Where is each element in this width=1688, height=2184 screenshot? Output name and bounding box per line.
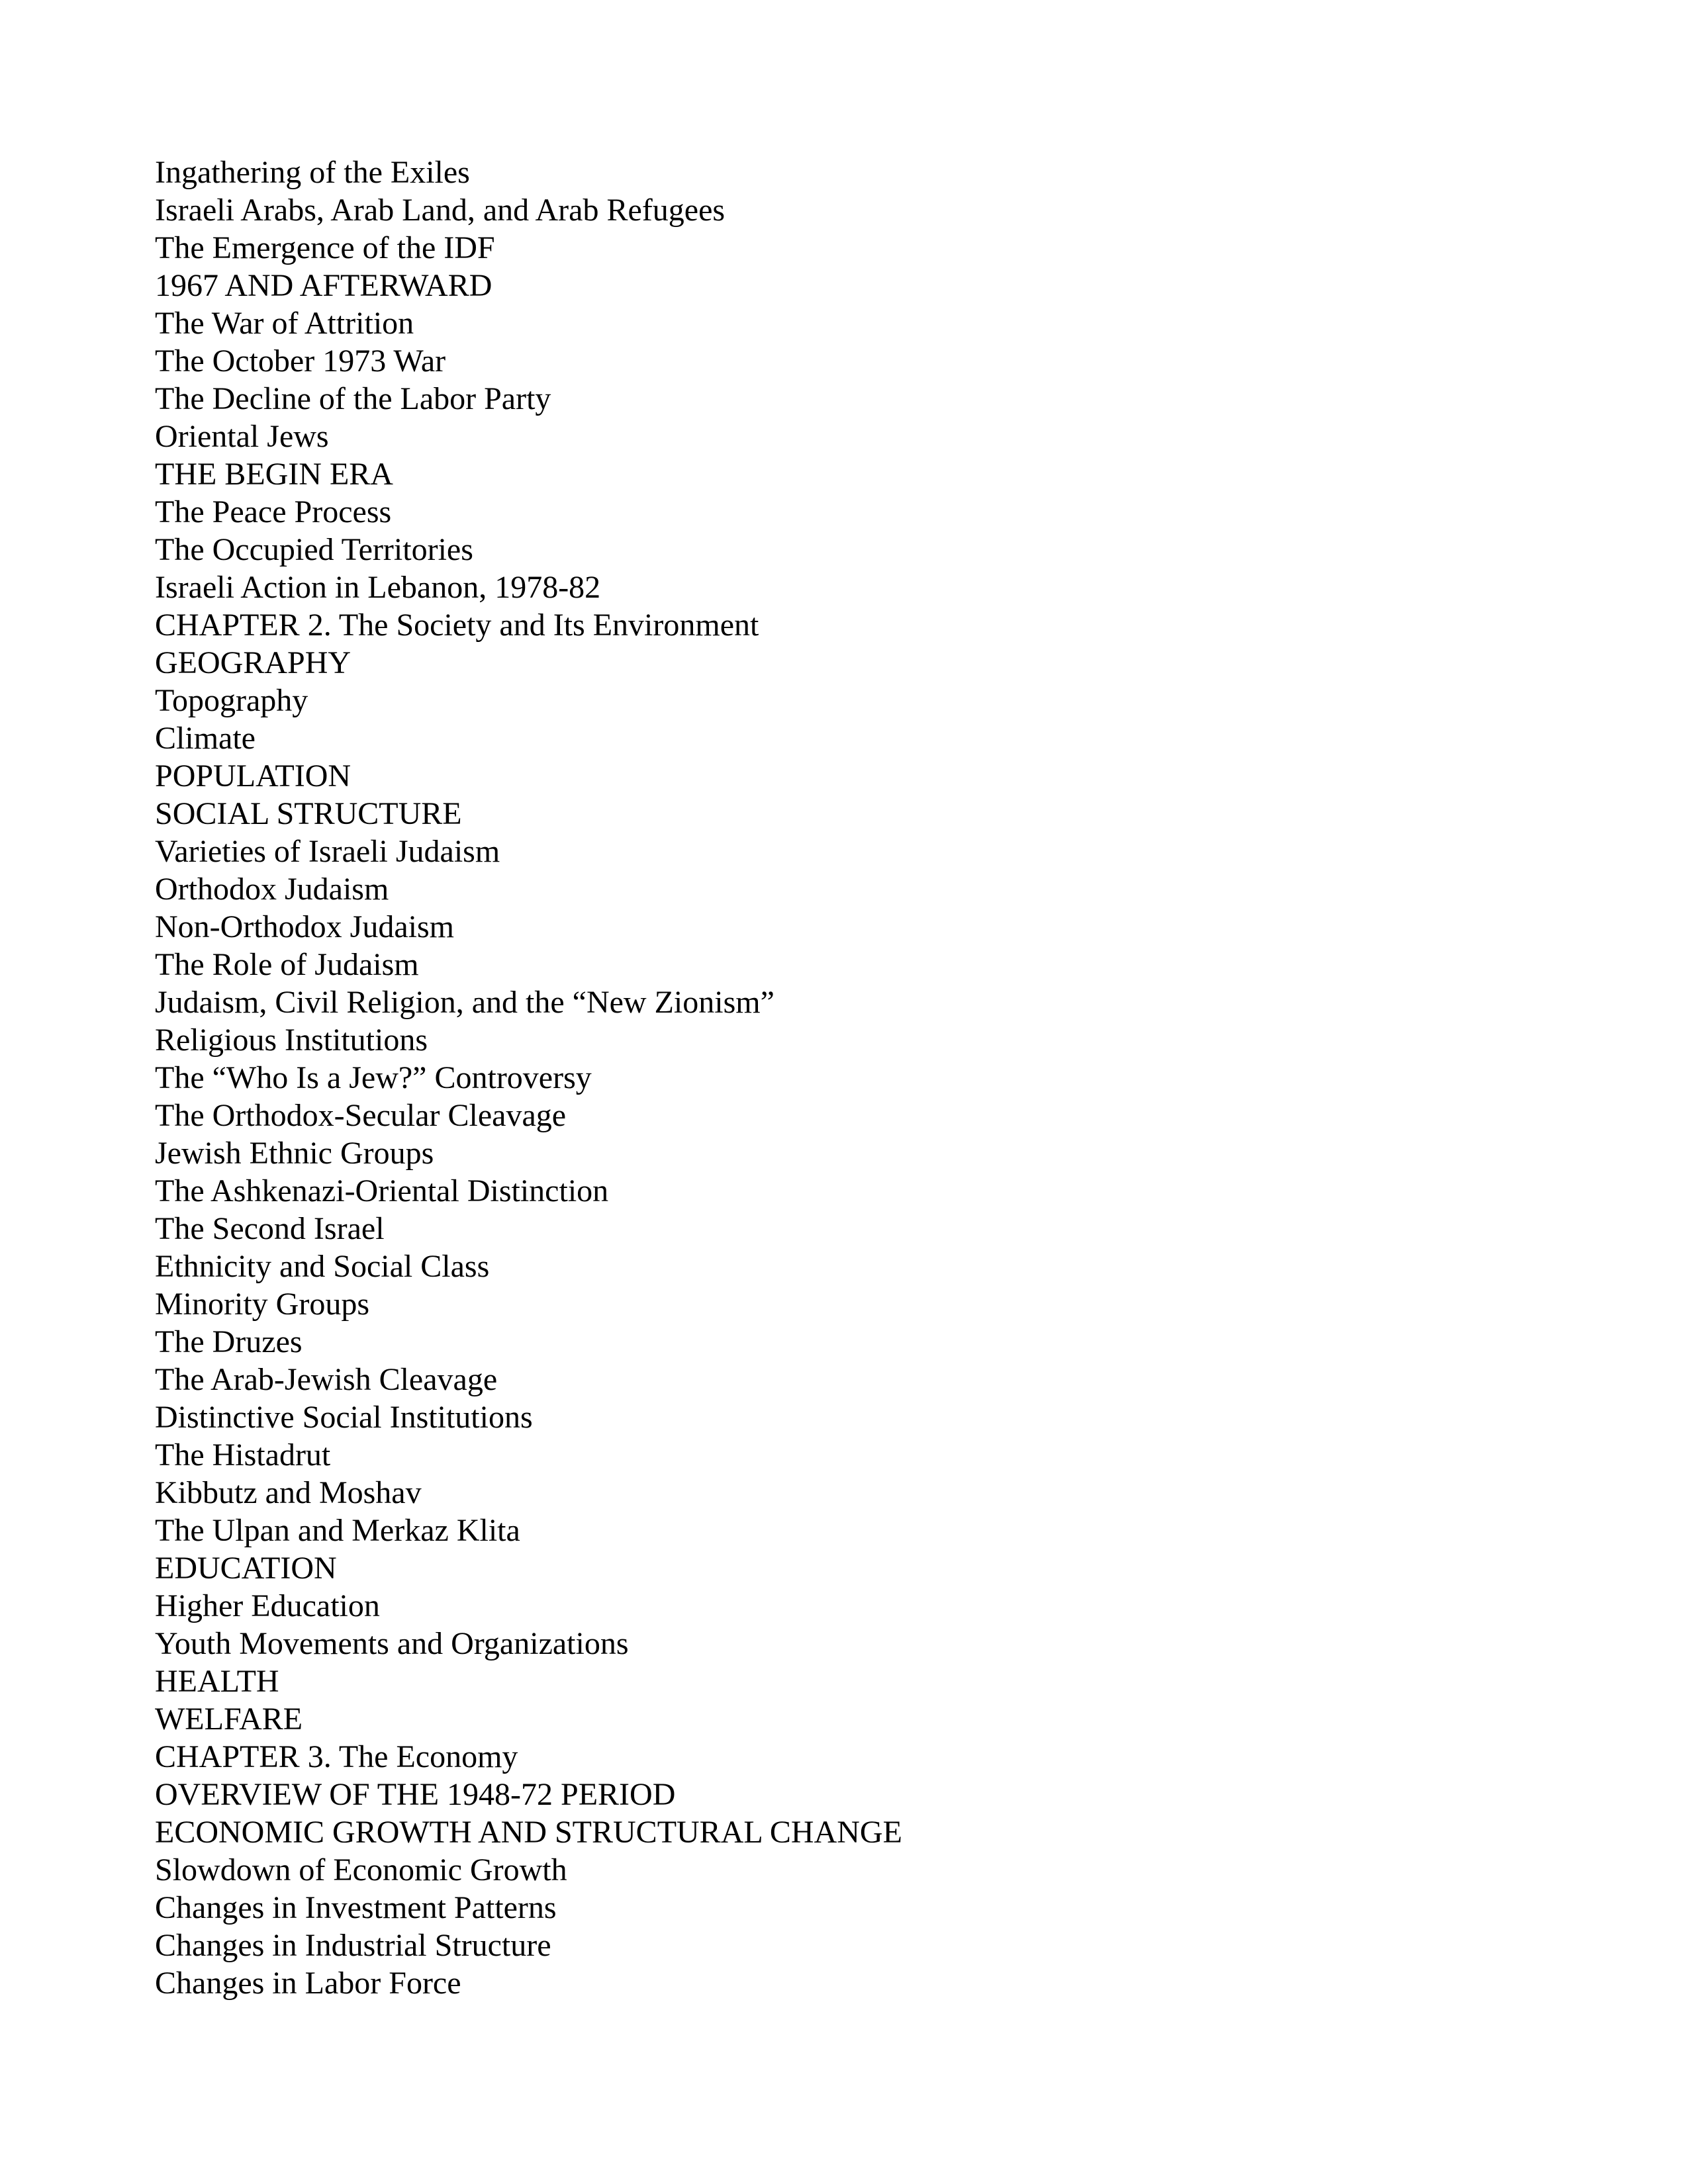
- toc-entry: The Second Israel: [155, 1211, 385, 1246]
- toc-entry: Distinctive Social Institutions: [155, 1400, 533, 1435]
- toc-entry: The Ulpan and Merkaz Klita: [155, 1513, 520, 1548]
- toc-entry: Ethnicity and Social Class: [155, 1249, 490, 1284]
- toc-entry: EDUCATION: [155, 1551, 337, 1586]
- toc-entry: OVERVIEW OF THE 1948-72 PERIOD: [155, 1777, 676, 1812]
- toc-entry: 1967 AND AFTERWARD: [155, 268, 492, 303]
- toc-entry: Varieties of Israeli Judaism: [155, 834, 500, 869]
- toc-entry: The Ashkenazi-Oriental Distinction: [155, 1173, 609, 1208]
- toc-entry: ECONOMIC GROWTH AND STRUCTURAL CHANGE: [155, 1815, 902, 1850]
- toc-entry: Judaism, Civil Religion, and the “New Zionism”: [155, 985, 774, 1020]
- toc-entry: Climate: [155, 721, 256, 756]
- table-of-contents: [155, 154, 902, 2002]
- toc-entry: CHAPTER 3. The Economy: [155, 1739, 518, 1774]
- toc-entry: Religious Institutions: [155, 1023, 428, 1058]
- toc-entry: The Emergence of the IDF: [155, 230, 495, 265]
- toc-entry: Ingathering of the Exiles: [155, 155, 470, 190]
- toc-entry: WELFARE: [155, 1702, 303, 1737]
- toc-entry: The Histadrut: [155, 1437, 331, 1473]
- toc-entry: Youth Movements and Organizations: [155, 1626, 629, 1661]
- toc-entry: Oriental Jews: [155, 419, 329, 454]
- toc-entry: Israeli Action in Lebanon, 1978-82: [155, 570, 601, 605]
- toc-entry: The War of Attrition: [155, 306, 414, 341]
- toc-entry: Jewish Ethnic Groups: [155, 1136, 434, 1171]
- toc-entry: Changes in Labor Force: [155, 1966, 461, 2001]
- toc-entry: Kibbutz and Moshav: [155, 1475, 422, 1510]
- toc-entry: Israeli Arabs, Arab Land, and Arab Refugees: [155, 193, 726, 228]
- toc-entry: Orthodox Judaism: [155, 872, 389, 907]
- toc-entry: Topography: [155, 683, 308, 718]
- toc-entry: Higher Education: [155, 1588, 380, 1623]
- toc-entry: The Peace Process: [155, 494, 392, 529]
- toc-entry: THE BEGIN ERA: [155, 457, 393, 492]
- toc-entry: The Role of Judaism: [155, 947, 419, 982]
- toc-entry: The October 1973 War: [155, 343, 446, 379]
- toc-entry: The Occupied Territories: [155, 532, 473, 567]
- toc-entry: Slowdown of Economic Growth: [155, 1852, 567, 1888]
- toc-entry: The Arab-Jewish Cleavage: [155, 1362, 498, 1397]
- toc-entry: Changes in Investment Patterns: [155, 1890, 557, 1925]
- toc-entry: HEALTH: [155, 1664, 279, 1699]
- toc-entry: The Druzes: [155, 1324, 303, 1359]
- toc-entry: Non-Orthodox Judaism: [155, 909, 454, 944]
- toc-entry: SOCIAL STRUCTURE: [155, 796, 462, 831]
- toc-entry: Changes in Industrial Structure: [155, 1928, 551, 1963]
- toc-entry: CHAPTER 2. The Society and Its Environment: [155, 608, 759, 643]
- toc-entry: Minority Groups: [155, 1287, 369, 1322]
- toc-entry: The “Who Is a Jew?” Controversy: [155, 1060, 592, 1095]
- toc-entry: GEOGRAPHY: [155, 645, 352, 680]
- toc-entry: The Orthodox-Secular Cleavage: [155, 1098, 567, 1133]
- toc-entry: The Decline of the Labor Party: [155, 381, 551, 416]
- toc-entry: POPULATION: [155, 758, 352, 794]
